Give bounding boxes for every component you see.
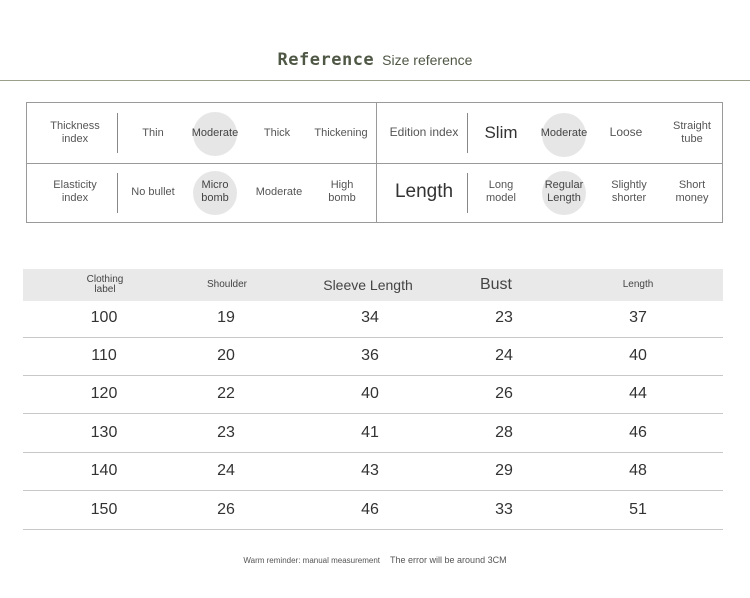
edition-option-slim: Slim — [484, 123, 518, 143]
cell-sleeve-length: 41 — [361, 424, 379, 441]
error-note: The error will be around 3CM — [390, 555, 507, 565]
column-bust: Bust — [479, 275, 512, 293]
table-row — [23, 338, 723, 376]
cell-clothing-label: 120 — [90, 385, 118, 402]
row-divider — [23, 490, 723, 491]
cell-shoulder: 26 — [217, 501, 235, 518]
size-table-header — [23, 269, 723, 301]
length-option-short-money: Short money — [675, 179, 709, 204]
table-row — [23, 300, 723, 338]
table-row — [23, 492, 723, 530]
elasticity-separator — [117, 173, 118, 213]
table-row — [23, 453, 723, 491]
thickness-option-moderate: Moderate — [191, 126, 239, 139]
title-size-reference: Size reference — [382, 52, 473, 68]
index-chart — [26, 102, 723, 223]
cell-sleeve-length: 46 — [361, 501, 379, 518]
cell-bust: 26 — [495, 385, 513, 402]
table-row — [23, 415, 723, 453]
cell-shoulder: 20 — [217, 347, 235, 364]
cell-shoulder: 22 — [217, 385, 235, 402]
cell-clothing-label: 110 — [91, 347, 117, 364]
header-divider — [0, 80, 750, 81]
cell-clothing-label: 150 — [90, 501, 118, 518]
cell-shoulder: 23 — [217, 424, 235, 441]
cell-length: 46 — [629, 424, 647, 441]
elasticity-option-high-bomb: High bomb — [328, 179, 356, 204]
thickness-index-label: Thickness index — [50, 120, 100, 145]
thickness-option-thin: Thin — [142, 126, 164, 139]
cell-length: 48 — [629, 462, 647, 479]
thickness-option-thick: Thick — [263, 126, 291, 139]
column-length: Length — [622, 278, 654, 290]
title-reference: Reference — [277, 50, 375, 70]
cell-sleeve-length: 40 — [361, 385, 379, 402]
elasticity-option-no-bullet: No bullet — [131, 185, 175, 198]
column-shoulder: Shoulder — [206, 278, 248, 290]
elasticity-index-label: Elasticity index — [53, 179, 97, 204]
cell-bust: 28 — [495, 424, 513, 441]
cell-length: 51 — [629, 501, 647, 518]
cell-sleeve-length: 36 — [361, 347, 379, 364]
edition-option-straight-tube: Straight tube — [673, 120, 711, 145]
length-separator — [467, 173, 468, 213]
edition-separator — [467, 113, 468, 153]
elasticity-option-moderate: Moderate — [255, 185, 303, 198]
warm-reminder: Warm reminder: manual measurement — [243, 556, 381, 565]
edition-option-loose: Loose — [609, 125, 643, 140]
page-title — [0, 50, 750, 70]
edition-option-moderate: Moderate — [540, 126, 588, 139]
thickness-separator — [117, 113, 118, 153]
table-row — [23, 376, 723, 414]
cell-bust: 24 — [495, 347, 513, 364]
cell-bust: 33 — [495, 501, 513, 518]
row-divider — [23, 413, 723, 414]
cell-bust: 23 — [495, 309, 513, 326]
length-option-slightly-shorter: Slightly shorter — [611, 179, 647, 204]
length-option-long-model: Long model — [486, 179, 516, 204]
index-row-divider — [27, 163, 722, 164]
cell-sleeve-length: 43 — [361, 462, 379, 479]
elasticity-option-micro-bomb: Micro bomb — [201, 179, 229, 204]
cell-shoulder: 24 — [217, 462, 235, 479]
column-sleeve-length: Sleeve Length — [323, 276, 413, 293]
length-option-regular-length: Regular Length — [544, 179, 584, 204]
length-index-label: Length — [394, 181, 454, 203]
cell-shoulder: 19 — [217, 309, 235, 326]
index-column-divider — [376, 103, 377, 222]
edition-index-label: Edition index — [389, 125, 459, 140]
cell-bust: 29 — [495, 462, 513, 479]
cell-length: 37 — [629, 309, 647, 326]
cell-sleeve-length: 34 — [361, 309, 379, 326]
cell-clothing-label: 130 — [90, 424, 118, 441]
cell-clothing-label: 100 — [90, 309, 118, 326]
thickness-option-thickening: Thickening — [314, 126, 368, 139]
row-divider — [23, 529, 723, 530]
measurement-note — [0, 555, 750, 565]
column-clothing-label: Clothing label — [86, 273, 124, 295]
cell-length: 40 — [629, 347, 647, 364]
cell-length: 44 — [629, 385, 647, 402]
cell-clothing-label: 140 — [90, 462, 118, 479]
